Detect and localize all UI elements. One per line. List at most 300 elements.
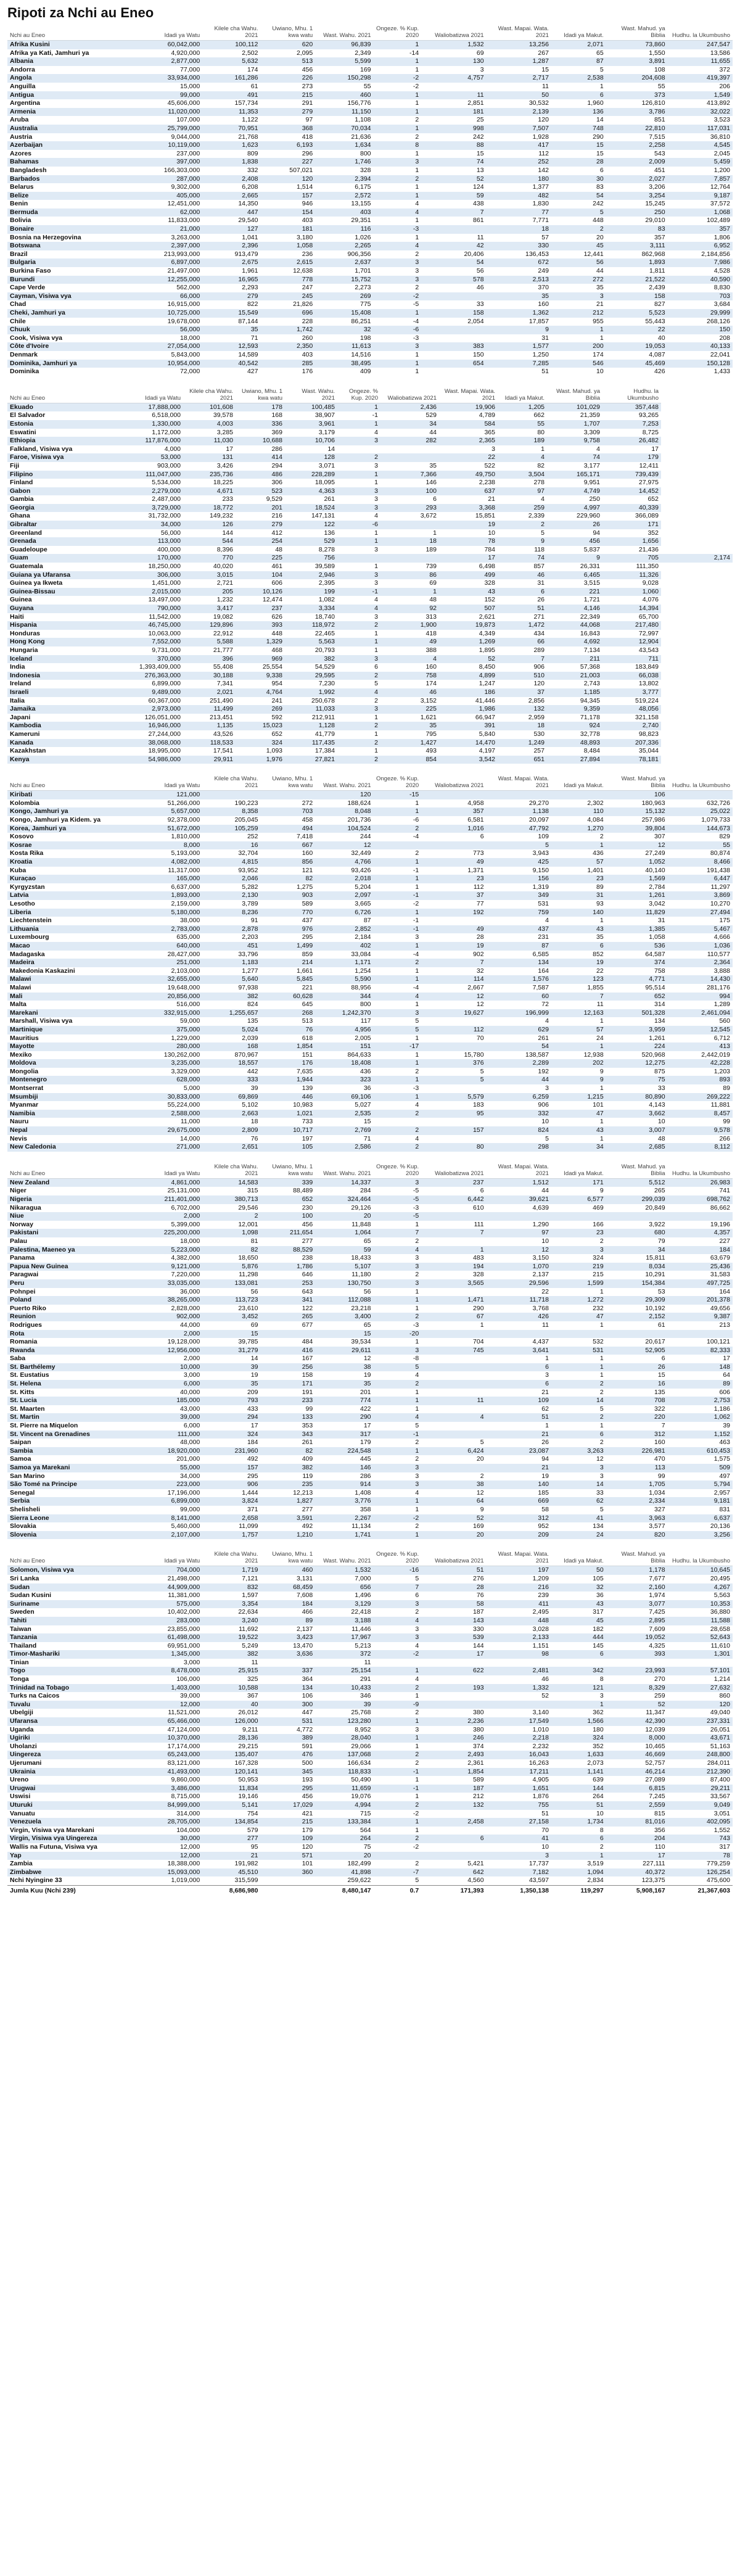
table-cell: 31,583 (710, 1271, 730, 1279)
table-cell: 403 (315, 208, 373, 217)
table-cell (421, 225, 486, 234)
table-cell: 36,000 (180, 1287, 200, 1295)
table-cell: 36 (363, 1084, 371, 1092)
country-name: St. Kitts (10, 1388, 35, 1396)
table-cell (374, 1118, 422, 1126)
table-cell: 14,000 (180, 1134, 200, 1142)
table-cell: 2,834 (587, 1876, 604, 1885)
table-cell: 65 (363, 1321, 371, 1329)
table-cell: 2,071 (551, 41, 606, 49)
table-cell: 18,250,000 (148, 563, 181, 571)
table-cell: 1,261 (606, 891, 668, 900)
country-name: Bahamas (7, 158, 138, 167)
table-cell: 116 (315, 225, 373, 234)
table-cell: 158 (421, 309, 486, 318)
table-cell (421, 1810, 486, 1818)
table-cell: 15 (551, 141, 606, 150)
table-row (7, 1625, 733, 1634)
table-cell: 95 (250, 1843, 258, 1851)
table-cell: 216 (487, 1583, 551, 1592)
table-cell: 531 (538, 900, 549, 907)
table-row (7, 1413, 733, 1422)
table-row (7, 1785, 733, 1793)
country-name: Ujerumani (10, 1759, 42, 1767)
table-cell: 2 (374, 1801, 422, 1810)
country-name: Eswatini (10, 428, 36, 436)
table-cell: 29,010 (645, 217, 665, 225)
table-cell: 19,627 (421, 1009, 486, 1018)
table-cell: 4 (374, 428, 378, 436)
table-cell: 1 (415, 967, 419, 975)
table-cell: 5 (487, 841, 551, 850)
table-cell: 3,672 (420, 512, 437, 520)
table-cell: 20,495 (710, 1574, 730, 1582)
table-cell: 156,776 (347, 99, 371, 107)
table-cell: 775 (360, 300, 371, 308)
table-cell: 169 (360, 65, 371, 73)
table-cell: 9 (547, 554, 602, 563)
country-name: Norway (10, 1220, 33, 1228)
table-cell: -1 (372, 411, 378, 419)
table-cell: 19,146 (238, 1793, 258, 1801)
table-cell: 66,947 (475, 713, 495, 721)
table-cell: 77 (476, 900, 484, 907)
country-name: Haiti (10, 613, 24, 621)
table-cell: -2 (374, 74, 422, 83)
table-row (7, 1380, 733, 1389)
table-cell: 10,588 (202, 1684, 260, 1693)
country-name: Panama (10, 1254, 35, 1262)
table-cell: 214 (260, 959, 315, 967)
table-cell: 1 (374, 747, 378, 755)
table-cell: 97 (487, 1229, 551, 1237)
table-row (7, 672, 733, 680)
table-cell: 52 (606, 1701, 668, 1709)
table-row (7, 158, 733, 167)
table-cell: 745 (421, 1347, 486, 1355)
table-cell: 182,499 (347, 1860, 371, 1868)
table-cell: 3 (374, 1480, 422, 1489)
table-cell: 1 (551, 1701, 606, 1709)
table-cell: 5 (374, 680, 378, 688)
table-cell: 19,906 (439, 403, 498, 411)
table-cell: 111 (474, 1220, 484, 1228)
table-cell: 233 (260, 1397, 315, 1405)
table-cell: 445 (360, 1455, 371, 1463)
table-cell: 56 (363, 1287, 371, 1295)
table-row (7, 208, 733, 217)
table-row (7, 1650, 733, 1659)
table-cell: 223,000 (138, 1480, 202, 1489)
table-cell: 67 (421, 1313, 486, 1321)
table-cell: 14 (551, 1480, 606, 1489)
table-cell: 312 (606, 1430, 668, 1439)
table-cell: 26,012 (238, 1709, 258, 1717)
table-cell: 6,899,000 (138, 1497, 202, 1506)
table-cell: 339 (260, 1178, 315, 1187)
table-cell: 47 (551, 1313, 606, 1321)
table-cell: 1 (415, 233, 419, 241)
table-cell: 15,093,000 (138, 1868, 202, 1877)
table-cell: 8,484 (583, 747, 600, 755)
country-name: Kameruni (10, 730, 40, 738)
table-cell: 279 (236, 521, 285, 529)
table-cell: 251,490 (210, 696, 233, 704)
table-cell: 37,572 (710, 200, 730, 208)
table-cell: 16,263 (528, 1759, 549, 1767)
table-cell: 8 (374, 141, 422, 150)
table-cell: 362 (593, 1709, 604, 1717)
table-cell: 7,771 (532, 217, 549, 225)
country-name: Kambodia (7, 722, 125, 730)
table-cell: 509 (668, 1464, 733, 1472)
table-cell: 436 (593, 849, 604, 857)
table-cell: 246 (421, 1734, 486, 1743)
table-cell: 4,861,000 (138, 1178, 202, 1187)
table-cell: -1 (413, 917, 419, 925)
table-cell: 2 (337, 621, 380, 630)
table-cell: 31 (541, 334, 549, 342)
table-cell: 215 (260, 91, 315, 100)
table-cell: 226,981 (606, 1447, 668, 1456)
table-row (7, 951, 733, 959)
table-cell: 1,232 (216, 596, 233, 604)
table-cell: 1 (480, 1321, 484, 1329)
table-row (7, 276, 733, 284)
country-name: Denmark (10, 350, 38, 358)
table-cell: 17,029 (260, 1801, 315, 1810)
table-cell: -2 (413, 82, 419, 90)
table-cell: 157 (260, 192, 315, 200)
table-cell: 33,084 (351, 950, 371, 958)
table-cell: 640,000 (138, 942, 202, 951)
table-cell: 56,000 (160, 529, 181, 537)
table-cell: 629 (487, 1026, 551, 1034)
table-cell: 11,446 (352, 1625, 371, 1633)
table-cell: 954 (271, 680, 282, 688)
table-cell: 3,891 (606, 57, 668, 66)
table-cell: 12,441 (583, 250, 604, 258)
table-cell: -1 (337, 588, 380, 597)
table-cell: 4,146 (547, 605, 602, 613)
table-cell: 42,390 (606, 1717, 668, 1726)
country-name: St. Helena (7, 1380, 138, 1389)
table-cell: 393 (606, 1650, 668, 1659)
table-cell: 18,524 (285, 504, 337, 513)
table-cell: 39,804 (606, 825, 668, 833)
table-row (7, 1279, 733, 1288)
table-cell: 25 (476, 116, 484, 124)
table-cell: 95,514 (645, 983, 665, 991)
table-cell: -2 (413, 1809, 419, 1817)
table-cell: 28 (421, 1583, 486, 1592)
table-cell: 2 (374, 1313, 422, 1321)
table-cell: 62,000 (138, 208, 202, 217)
table-cell: 289 (533, 646, 545, 654)
table-row (7, 1338, 733, 1347)
table-cell: 2,973,000 (125, 705, 183, 714)
table-cell: 1 (374, 41, 422, 49)
table-cell (551, 791, 606, 799)
table-cell: 59,000 (180, 1017, 200, 1025)
table-cell: 291 (360, 1675, 371, 1683)
column-header: Wast. Mahud. ya Biblia (547, 387, 602, 403)
table-cell: 5,845 (260, 975, 315, 984)
table-cell: 497 (719, 1472, 730, 1480)
table-cell: 11 (364, 1658, 371, 1666)
table-row (7, 1852, 733, 1860)
table-cell: 6 (480, 833, 484, 841)
country-name: Namibia (7, 1110, 138, 1118)
table-cell: 20 (476, 1455, 484, 1463)
table-cell: 3,254 (606, 192, 668, 200)
table-cell: 47 (551, 1110, 606, 1118)
table-cell: 4,437 (532, 1338, 549, 1346)
table-cell: 6 (551, 1835, 606, 1843)
table-cell: 13,586 (710, 49, 730, 57)
table-row (7, 429, 733, 437)
country-name: Sweden (10, 1608, 35, 1616)
table-cell: 51 (498, 605, 547, 613)
column-header: Wast. Wahu. 2021 (315, 775, 373, 791)
table-cell: 1 (374, 875, 422, 883)
table-cell: 9,028 (642, 579, 659, 587)
table-cell: 1 (374, 1296, 422, 1305)
table-cell: 54 (551, 192, 606, 200)
table-cell (668, 791, 733, 799)
country-name: St. Lucia (7, 1397, 138, 1405)
table-cell (380, 445, 439, 454)
country-name: Cook, Visiwa vya (10, 334, 63, 342)
table-cell: 2,495 (532, 1608, 549, 1616)
table-cell: 2,637 (315, 258, 373, 267)
table-cell: 325 (247, 1675, 258, 1683)
table-cell: 2,769 (315, 1126, 373, 1135)
table-cell: 51 (541, 1809, 549, 1817)
table-cell: 9 (498, 537, 547, 546)
table-cell: 179 (360, 1439, 371, 1447)
table-cell: 770 (183, 554, 236, 563)
table-cell (421, 1288, 486, 1297)
table-cell: 2,137 (532, 1271, 549, 1279)
table-cell: 451 (654, 166, 665, 174)
table-cell: 105 (593, 1574, 604, 1582)
table-cell: 154 (260, 208, 315, 217)
table-cell: 307 (654, 833, 665, 841)
table-cell: 795 (426, 730, 437, 738)
table-cell: 150 (668, 326, 733, 334)
table-cell: 111,000 (138, 1430, 202, 1439)
table-cell: 536 (606, 942, 668, 951)
table-cell: 3 (374, 613, 378, 621)
table-cell: 13,155 (351, 200, 371, 208)
table-cell: 3,777 (602, 688, 661, 697)
table-cell: 9 (551, 1076, 606, 1084)
table-cell: 89 (596, 883, 604, 891)
table-cell: 38 (421, 1480, 486, 1489)
table-cell: 92 (380, 605, 439, 613)
table-cell: 1,229,000 (171, 1034, 200, 1042)
table-cell: 7,134 (583, 646, 600, 654)
table-cell: 29,546 (238, 1203, 258, 1212)
table-cell: 3,000 (183, 1371, 200, 1379)
table-row (7, 722, 733, 730)
table-cell: 227,111 (643, 1860, 665, 1868)
table-cell: 241 (271, 696, 282, 704)
country-name: Palestina, Maeneo ya (7, 1246, 138, 1255)
table-cell: 35,044 (638, 747, 659, 755)
table-row (7, 1600, 733, 1609)
table-cell: 237 (236, 605, 285, 613)
table-cell: 14,470 (439, 739, 498, 748)
table-cell: -2 (374, 1650, 422, 1659)
table-cell: 743 (668, 1835, 733, 1843)
table-cell: 1 (599, 1371, 604, 1379)
table-row (7, 1709, 733, 1717)
table-row (7, 1288, 733, 1297)
table-cell: 25,915 (202, 1667, 260, 1675)
table-cell: 1 (599, 1084, 604, 1092)
table-cell: 4,267 (668, 1583, 733, 1592)
country-name: Ethiopia (7, 437, 125, 445)
table-cell: 827 (654, 300, 665, 308)
table-cell: 374 (473, 1742, 484, 1750)
table-cell: 1,093 (266, 747, 282, 755)
table-cell: 903,000 (157, 461, 181, 469)
report-section (7, 775, 733, 1152)
table-cell: 3,515 (583, 579, 600, 587)
table-cell: 99,000 (138, 91, 202, 100)
table-cell: 188,624 (347, 799, 371, 807)
table-cell: 1,976 (236, 756, 285, 764)
table-cell: 369 (271, 428, 282, 436)
table-row (7, 99, 733, 108)
table-cell: 64 (723, 1371, 730, 1379)
table-cell: 65 (596, 49, 604, 57)
table-cell: 65,466,000 (138, 1717, 202, 1726)
table-cell: 1 (374, 1093, 422, 1102)
table-cell: 3 (374, 1279, 422, 1288)
table-cell: 11,499 (183, 705, 236, 714)
table-cell: 87,400 (710, 1776, 730, 1784)
table-cell: 100 (260, 1212, 315, 1221)
table-cell: 175 (719, 917, 730, 925)
country-name: India (10, 663, 25, 671)
table-cell: 579 (247, 1826, 258, 1834)
table-cell: 46,214 (606, 1768, 668, 1777)
table-cell: 38 (315, 1363, 373, 1372)
table-cell: 1,247 (479, 680, 495, 688)
table-cell: 7,635 (296, 1067, 313, 1075)
table-cell: 3,140 (532, 1709, 549, 1717)
table-cell: 117,031 (668, 125, 733, 133)
table-cell: 2,184,856 (701, 250, 730, 258)
table-cell: 7,000 (355, 1574, 371, 1582)
table-cell: 15,811 (646, 1254, 665, 1262)
table-row (7, 1472, 733, 1481)
table-cell: 80,890 (606, 1093, 668, 1102)
table-cell: 6,815 (606, 1785, 668, 1793)
table-cell: 1,070 (487, 1263, 551, 1271)
table-cell: 2,361 (467, 1759, 484, 1767)
table-cell: 2 (337, 739, 380, 748)
table-cell: 5 (415, 1574, 419, 1582)
table-cell: 29,309 (606, 1296, 668, 1305)
table-cell: 14 (250, 1355, 258, 1363)
table-cell: 111,350 (636, 563, 659, 571)
table-row (7, 1497, 733, 1506)
table-cell: 493 (426, 747, 437, 755)
table-cell: 3,452 (202, 1313, 260, 1321)
table-row (7, 91, 733, 100)
table-cell: 6 (374, 663, 378, 671)
table-cell: 33 (657, 1084, 665, 1092)
table-cell: 108 (654, 65, 665, 73)
table-cell: 252 (487, 158, 551, 167)
table-cell: 21,826 (293, 300, 313, 308)
table-cell: 322 (654, 1405, 665, 1413)
table-cell: 142 (538, 166, 549, 174)
table-cell: 11 (542, 1321, 549, 1329)
table-cell: 12,474 (262, 596, 282, 604)
table-cell: 3,077 (606, 1600, 668, 1609)
table-cell: 10,291 (645, 1271, 665, 1279)
table-cell: 15,851 (475, 512, 495, 520)
table-cell: 10,063,000 (148, 629, 181, 637)
table-cell: 492 (302, 1522, 313, 1530)
table-cell: 5,204 (355, 883, 371, 891)
table-cell: 22,634 (238, 1608, 258, 1616)
table-cell: 946 (302, 200, 313, 208)
country-name: Hungaria (10, 646, 38, 654)
table-cell: 2 (337, 672, 380, 680)
table-cell: 126 (183, 521, 236, 529)
table-cell: 290 (315, 1413, 373, 1422)
table-cell: 3 (374, 1178, 422, 1187)
table-cell: 11 (542, 82, 549, 90)
table-cell: 1,362 (487, 309, 551, 318)
table-cell: 6 (599, 166, 604, 174)
column-header: Idadi ya Watu (125, 387, 183, 403)
table-cell: 93,952 (238, 866, 258, 874)
table-cell: 169 (473, 1522, 484, 1530)
table-cell: 27,089 (645, 1776, 665, 1784)
table-cell: 18,388,000 (167, 1860, 200, 1868)
table-cell: 1 (599, 1355, 604, 1363)
table-cell: 149,232 (210, 512, 233, 520)
table-cell: 52,757 (645, 1759, 665, 1767)
table-cell: 122 (285, 521, 337, 529)
table-cell: 409 (360, 368, 371, 376)
table-cell: 92,378,000 (167, 816, 200, 824)
country-name: Zambia (10, 1860, 33, 1868)
table-cell: 852 (593, 950, 604, 958)
table-cell: 1,566 (551, 1717, 606, 1726)
table-cell: 447 (202, 208, 260, 217)
table-cell: 11,881 (710, 1101, 730, 1109)
table-cell: 711 (602, 655, 661, 664)
table-cell: 1,060 (602, 588, 661, 597)
country-name: Cheki, Jamhuri ya (7, 309, 138, 318)
table-cell: 13,256 (487, 41, 551, 49)
country-name: St. Barthélemy (7, 1363, 138, 1372)
table-cell: 41,493,000 (138, 1768, 202, 1777)
table-cell: 416 (260, 1347, 315, 1355)
table-cell: 51 (551, 1801, 606, 1810)
table-cell: 2 (415, 1439, 419, 1447)
table-cell: 8,478,000 (138, 1667, 202, 1675)
table-cell: 191,982 (234, 1860, 258, 1868)
